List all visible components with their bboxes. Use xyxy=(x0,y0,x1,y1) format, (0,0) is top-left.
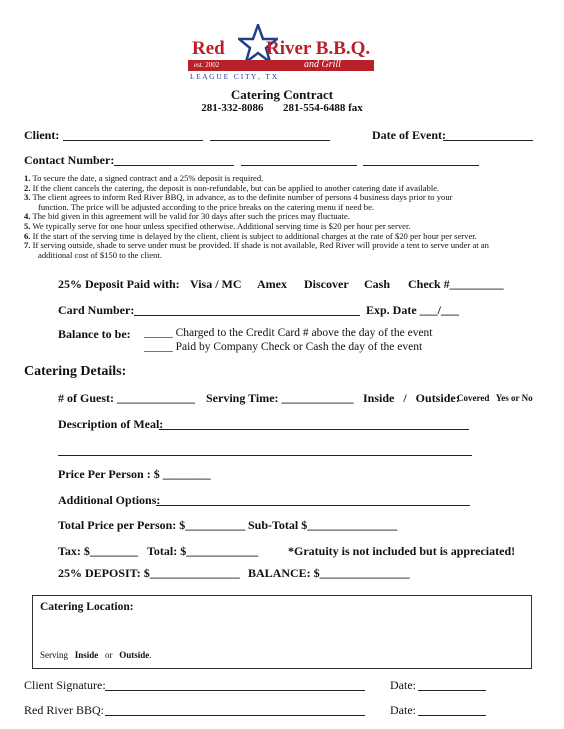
additional-options-field[interactable] xyxy=(156,494,470,506)
guest-count-field[interactable]: # of Guest: _____________ xyxy=(58,391,195,405)
payment-cash[interactable]: Cash xyxy=(364,277,391,291)
contact-number-label: Contact Number: xyxy=(24,153,115,167)
catering-location-heading: Catering Location: xyxy=(40,601,134,613)
client-label: Client: xyxy=(24,128,60,142)
tax-field[interactable]: Tax: $________ xyxy=(58,544,138,558)
date-of-event-field[interactable] xyxy=(443,129,533,141)
phone-line xyxy=(0,102,564,114)
subtotal-field[interactable]: Sub-Total $_______________ xyxy=(248,518,398,532)
term-item: 2. If the client cancels the catering, the deposit is non-refundable, but can be applied to another catering date if available. xyxy=(24,182,440,193)
client-date-label: Date: xyxy=(390,678,416,692)
logo-est: est. 2002 xyxy=(194,61,220,69)
total-price-per-person-field[interactable]: Total Price per Person: $__________ xyxy=(58,518,246,532)
logo-tagline: and Grill xyxy=(304,59,341,70)
or-label: or xyxy=(105,650,113,660)
total-field[interactable]: Total: $____________ xyxy=(147,544,259,558)
serving-time-field[interactable]: Serving Time: ____________ xyxy=(206,391,354,405)
additional-options-label: Additional Options: xyxy=(58,493,161,507)
client-company-field[interactable] xyxy=(210,129,330,141)
logo xyxy=(180,22,380,84)
deposit-amount-field[interactable]: 25% DEPOSIT: $_______________ xyxy=(58,566,240,580)
contact-field-1[interactable] xyxy=(114,154,234,166)
card-number-field[interactable] xyxy=(134,304,360,316)
catering-details-heading: Catering Details: xyxy=(24,364,127,379)
serving-inside-outside[interactable]: Serving Inside or Outside. xyxy=(40,650,152,660)
payment-amex[interactable]: Amex xyxy=(257,277,287,291)
balance-option-check-cash[interactable]: _____ Paid by Company Check or Cash the day of the event xyxy=(144,341,423,353)
term-item: 5. We typically serve for one hour unless specified otherwise. Additional serving time is $20 per hour per server. xyxy=(24,220,411,231)
term-item: 4. The bid given in this agreement will be valid for 30 days after such the prices may fluctuate. xyxy=(24,211,350,222)
client-name-field[interactable] xyxy=(63,129,203,141)
client-signature-label: Client Signature: xyxy=(24,678,106,692)
card-number-label: Card Number: xyxy=(58,303,135,317)
rrbbq-signature-field[interactable] xyxy=(105,704,365,716)
meal-description-field-2[interactable] xyxy=(58,444,472,456)
term-item: 6. If the start of the serving time is delayed by the client, client is subject to additional charges at the rate of $20 per hour per server. xyxy=(24,230,477,241)
term-item-continued: additional cost of $150 to the client. xyxy=(38,249,162,260)
rrbbq-date-label: Date: xyxy=(390,703,416,717)
client-signature-field[interactable] xyxy=(105,679,365,691)
balance-amount-field[interactable]: BALANCE: $_______________ xyxy=(248,566,410,580)
meal-description-label: Description of Meal: xyxy=(58,417,164,431)
rrbbq-date-field[interactable] xyxy=(418,704,486,716)
gratuity-note: *Gratuity is not included but is appreciated! xyxy=(288,544,516,558)
contact-field-3[interactable] xyxy=(363,154,479,166)
contact-field-2[interactable] xyxy=(241,154,357,166)
balance-option-credit-card[interactable]: _____ Charged to the Credit Card # above the day of the event xyxy=(144,327,433,339)
term-item: 1. To secure the date, a signed contract and a 25% deposit is required. xyxy=(24,173,264,183)
logo-location: L E A G U E C I T Y , T X xyxy=(190,72,278,81)
outside-option[interactable]: Outside xyxy=(119,650,150,660)
phone-number: 281-332-8086 xyxy=(201,102,264,114)
page-title: Catering Contract xyxy=(230,87,334,102)
exp-date-field[interactable]: Exp. Date ___/___ xyxy=(366,303,459,317)
payment-check-field[interactable]: Check #_________ xyxy=(408,277,504,291)
inside-outside-label[interactable]: Inside / Outside: xyxy=(363,391,460,405)
term-item: 7. If serving outside, shade to serve under must be provided. If shade is not available, Red River will provide a tent to serve under at an xyxy=(24,240,489,251)
price-per-person-field[interactable]: Price Per Person : $ ________ xyxy=(58,467,211,481)
client-date-field[interactable] xyxy=(418,679,486,691)
rrbbq-signature-label: Red River BBQ: xyxy=(24,703,104,717)
balance-to-be-label: Balance to be: xyxy=(58,327,131,341)
payment-visa-mc[interactable]: Visa / MC xyxy=(190,277,242,291)
terms-list xyxy=(24,174,544,260)
term-item: 3. The client agrees to inform Red River BBQ, in advance, as to the definite number of persons 4 business days prior to your xyxy=(24,192,453,203)
logo-river-bbq: River B.B.Q. xyxy=(266,38,371,59)
date-of-event-label: Date of Event: xyxy=(372,128,446,142)
covered-yes-no[interactable]: Covered Yes or No xyxy=(457,393,533,403)
meal-description-field[interactable] xyxy=(159,418,469,430)
payment-discover[interactable]: Discover xyxy=(304,277,349,291)
fax-number: 281-554-6488 fax xyxy=(283,102,363,114)
inside-option[interactable]: Inside xyxy=(74,650,99,660)
serving-label: Serving xyxy=(40,650,68,660)
term-item-continued: function. The price will be adjusted according to the price breaks on the catering menu if need be. xyxy=(38,201,375,212)
logo-red-word: Red xyxy=(192,38,225,59)
deposit-paid-label: 25% Deposit Paid with: xyxy=(58,277,180,291)
